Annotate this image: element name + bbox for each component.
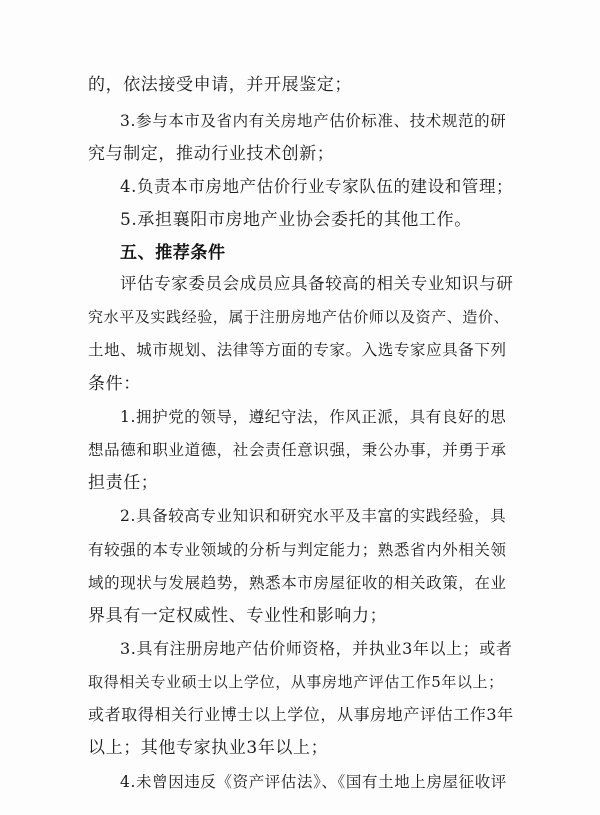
- text-line: 域的现状与发展趋势，熟悉本市房屋征收的相关政策，在业: [88, 574, 507, 592]
- text-line: 究与制定，推动行业技术创新；: [88, 144, 335, 164]
- text-line: 5.承担襄阳市房地产业协会委托的其他工作。: [120, 210, 472, 230]
- section-heading: 五、推荐条件: [120, 243, 226, 263]
- text-line: 有较强的本专业领域的分析与判定能力；熟悉省内外相关领: [88, 541, 507, 559]
- text-line: 3.参与本市及省内有关房地产估价标准、技术规范的研: [120, 112, 507, 130]
- text-line: 以上；其他专家执业3年以上；: [88, 738, 329, 758]
- text-line: 4.负责本市房地产估价行业专家队伍的建设和管理；: [120, 177, 514, 196]
- text-line: 条件：: [88, 374, 141, 394]
- text-line: 或者取得相关行业博士以上学位，从事房地产评估工作3年: [88, 705, 514, 724]
- text-line: 界具有一定权威性、专业性和影响力；: [88, 606, 388, 626]
- text-line: 土地、城市规划、法律等方面的专家。入选专家应具备下列: [88, 341, 507, 359]
- text-line: 担责任；: [88, 473, 159, 493]
- text-line: 3.具有注册房地产估价师资格，并执业3年以上；或者: [120, 639, 513, 658]
- text-line: 1.拥护党的领导，遵纪守法，作风正派，具有良好的思: [120, 408, 507, 426]
- text-line: 的，依法接受申请，并开展鉴定；: [88, 75, 352, 95]
- text-line: 评估专家委员会成员应具备较高的相关专业知识与研: [120, 274, 514, 293]
- text-line: 4.未曾因违反《资产评估法》、《国有土地上房屋征收评: [120, 773, 507, 791]
- text-line: 取得相关专业硕士以上学位，从事房地产评估工作5年以上；: [88, 673, 504, 691]
- text-line: 想品德和职业道德，社会责任意识强，秉公办事，并勇于承: [88, 441, 507, 459]
- text-line: 2.具备较高专业知识和研究水平及丰富的实践经验，具: [120, 507, 507, 525]
- text-line: 究水平及实践经验，属于注册房地产估价师以及资产、造价、: [88, 308, 510, 326]
